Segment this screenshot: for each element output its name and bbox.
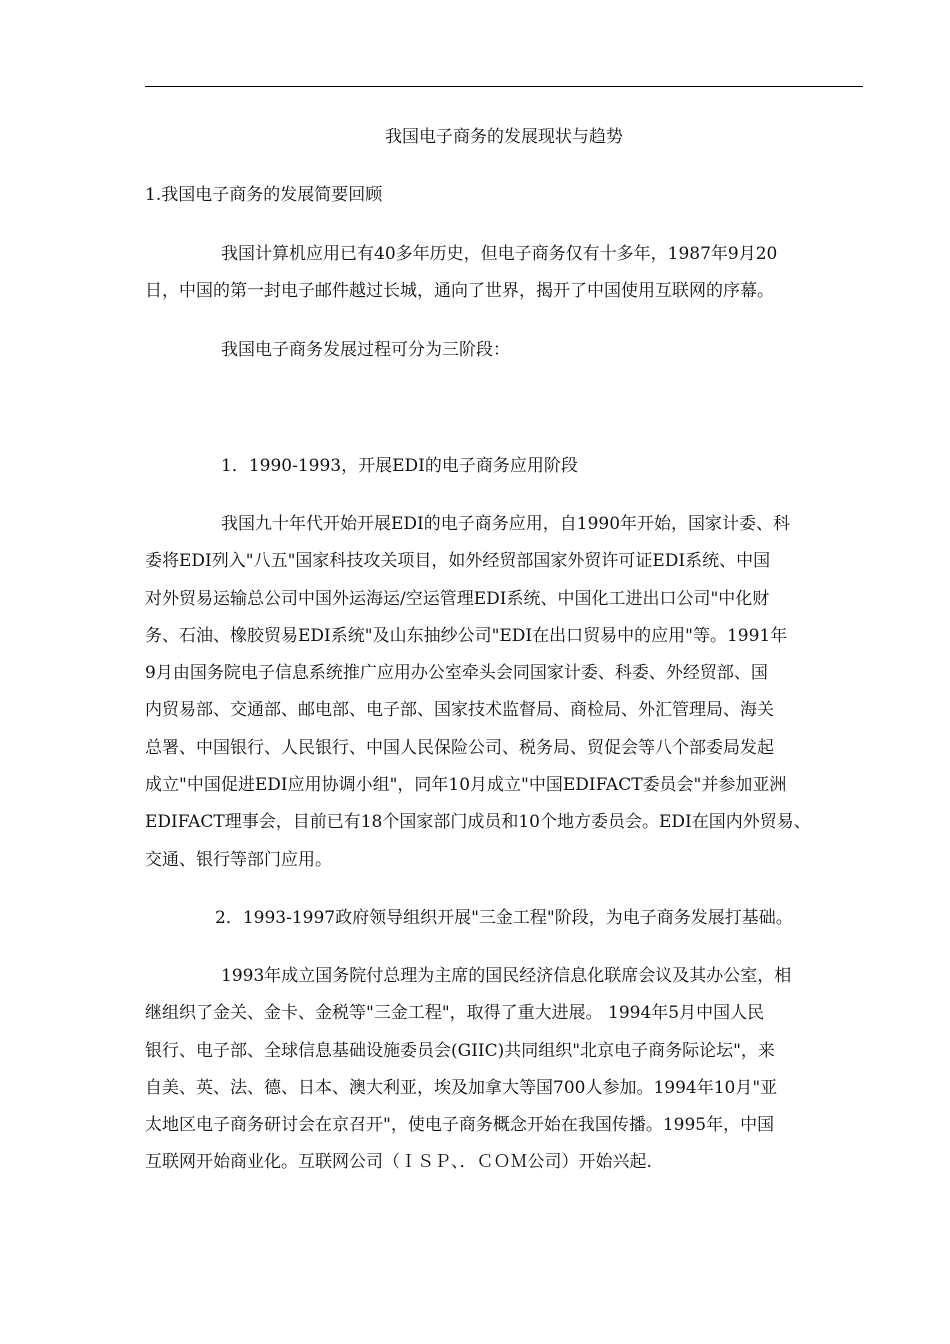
document-body bbox=[145, 118, 863, 1173]
intro-paragraph bbox=[145, 236, 863, 311]
stage2-heading bbox=[145, 900, 863, 937]
section-heading: 1.我国电子商务的发展简要回顾 bbox=[145, 185, 383, 205]
paragraph-line: EDIFACT理事会，目前已有18个国家部门成员和10个地方委员会。EDI在国内外贸易、 bbox=[145, 812, 811, 833]
document-title: 我国电子商务的发展现状与趋势 bbox=[385, 127, 623, 147]
paragraph-line: 银行、电子部、全球信息基础设施委员会(GIIC)共同组织"北京电子商务际论坛"，来 bbox=[145, 1040, 775, 1061]
stage1-heading bbox=[145, 448, 863, 485]
paragraph-line: 总署、中国银行、人民银行、中国人民保险公司、税务局、贸促会等八个部委局发起 bbox=[145, 737, 774, 758]
subheading-line: 1．1990-1993，开展EDI的电子商务应用阶段 bbox=[221, 456, 578, 476]
paragraph-line: 太地区电子商务研讨会在京召开"，使电子商务概念开始在我国传播。1995年，中国 bbox=[145, 1115, 775, 1136]
paragraph-line: 自美、英、法、德、日本、澳大利亚，埃及加拿大等国700人参加。1994年10月"亚 bbox=[145, 1077, 778, 1098]
paragraph-line: 成立"中国促进EDI应用协调小组"，同年10月成立"中国EDIFACT委员会"并参加亚洲 bbox=[145, 775, 787, 796]
paragraph-line: 1993年成立国务院付总理为主席的国民经济信息化联席会议及其办公室，相 bbox=[221, 966, 792, 986]
stages-intro-paragraph bbox=[145, 332, 863, 369]
stage2-paragraph bbox=[145, 958, 863, 1182]
paragraph-line: 继组织了金关、金卡、金税等"三金工程"，取得了重大进展。 1994年5月中国人民 bbox=[145, 1003, 765, 1024]
paragraph-line: 委将EDI列入"八五"国家科技攻关项目，如外经贸部国家外贸许可证EDI系统、中国 bbox=[145, 551, 771, 572]
paragraph-line: 交通、银行等部门应用。 bbox=[145, 849, 332, 870]
paragraph-line: 我国计算机应用已有40多年历史，但电子商务仅有十多年，1987年9月20 bbox=[221, 244, 778, 264]
paragraph-line: 日，中国的第一封电子邮件越过长城，通向了世界，揭开了中国使用互联网的序幕。 bbox=[145, 281, 774, 302]
paragraph-line: 互联网开始商业化。互联网公司（ＩＳＰ、．ＣＯＭ公司）开始兴起. bbox=[145, 1152, 652, 1173]
paragraph-line: 我国九十年代开始开展EDI的电子商务应用，自1990年开始，国家计委、科 bbox=[221, 514, 791, 534]
paragraph-line: 对外贸易运输总公司中国外运海运/空运管理EDI系统、中国化工进出口公司"中化财 bbox=[145, 588, 770, 609]
header-rule bbox=[145, 86, 863, 87]
subheading-line: 2．1993-1997政府领导组织开展"三金工程"阶段，为电子商务发展打基础。 bbox=[215, 908, 793, 928]
stage1-paragraph bbox=[145, 506, 863, 879]
paragraph-line: 务、石油、橡胶贸易EDI系统"及山东抽纱公司"EDI在出口贸易中的应用"等。1991年 bbox=[145, 625, 788, 646]
paragraph-line: 我国电子商务发展过程可分为三阶段： bbox=[221, 340, 510, 360]
paragraph-line: 9月由国务院电子信息系统推广应用办公室牵头会同国家计委、科委、外经贸部、国 bbox=[145, 663, 768, 684]
paragraph-line: 内贸易部、交通部、邮电部、电子部、国家技术监督局、商检局、外汇管理局、海关 bbox=[145, 700, 774, 721]
